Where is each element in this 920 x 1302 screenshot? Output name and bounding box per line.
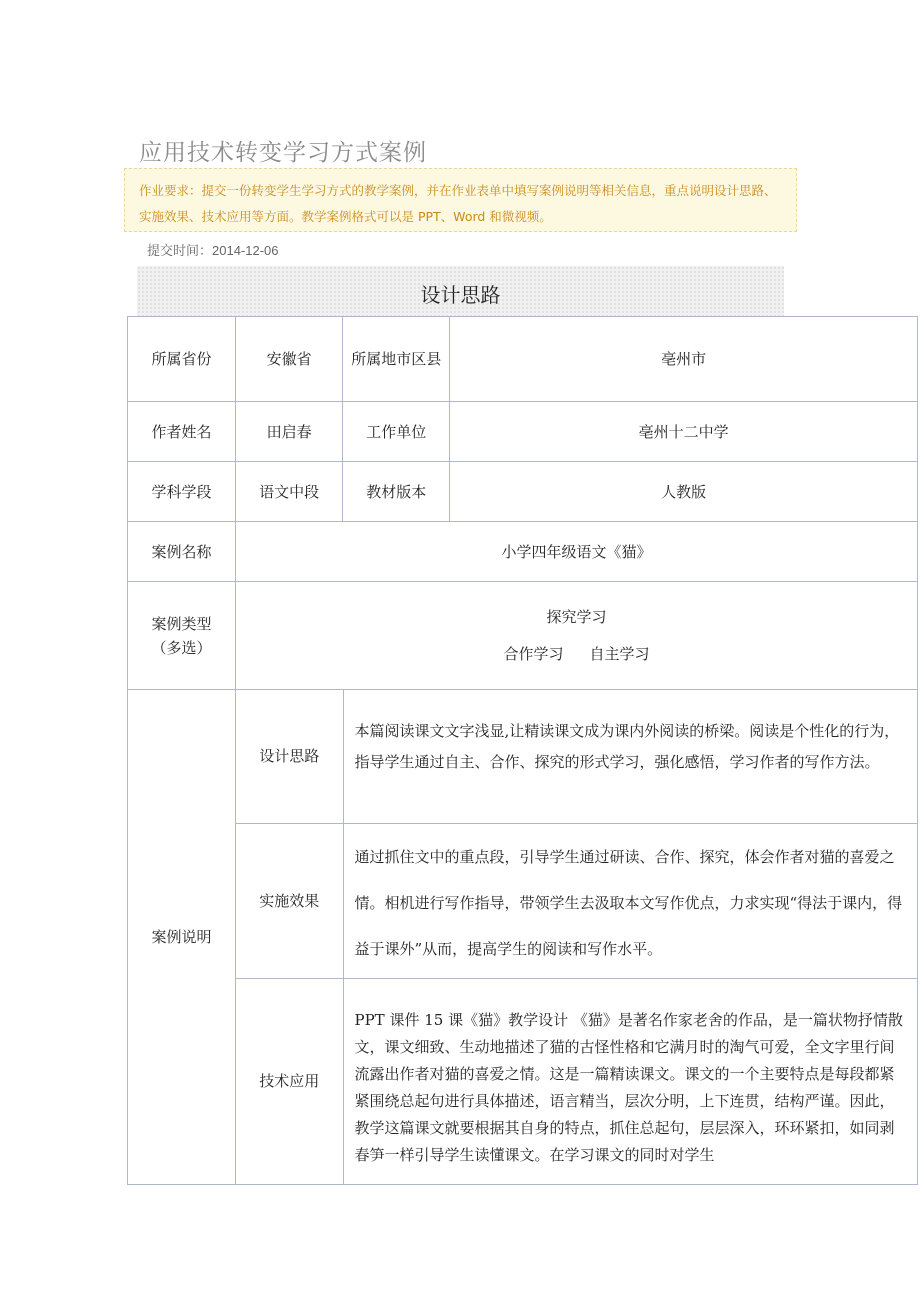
table-row bbox=[236, 978, 917, 1184]
author-value: 田启春 bbox=[236, 402, 343, 462]
design-text: 本篇阅读课文文字浅显,让精读课文成为课内外阅读的桥梁。阅读是个性化的行为，指导学生通过自主、合作、探究的形式学习，强化感悟，学习作者的写作方法。 bbox=[343, 690, 917, 823]
unit-value: 亳州十二中学 bbox=[450, 402, 918, 462]
table-row bbox=[236, 690, 917, 823]
case-type-inquiry: 探究学习 bbox=[546, 607, 607, 626]
design-label: 设计思路 bbox=[236, 690, 343, 823]
city-value: 亳州市 bbox=[450, 317, 918, 402]
case-name-label: 案例名称 bbox=[128, 522, 236, 582]
tech-text: PPT 课件 15 课《猫》教学设计 《猫》是著名作家老舍的作品，是一篇状物抒情散文，课文细致、生动地描述了猫的古怪性格和它满月时的淘气可爱，全文字里行间流露出作者对猫的喜爱之情。这是一篇精读课文。课文的一个主要特点是每段都紧紧围绕总起句进行具体描述，语言精当，层次分明，上下连贯，结构严谨。因此，教学这篇课文就要根据其自身的特点，抓住总起句，层层深入，环环紧扣，如同剥春笋一样引导学生读懂课文。在学习课文的同时对学生 bbox=[354, 1010, 903, 1164]
page-title: 应用技术转变学习方式案例 bbox=[139, 140, 427, 166]
table-row bbox=[128, 462, 918, 522]
case-name-value: 小学四年级语文《猫》 bbox=[236, 522, 918, 582]
province-label: 所属省份 bbox=[128, 317, 236, 402]
table-row bbox=[128, 582, 918, 690]
case-type-cooperative: 合作学习 bbox=[503, 644, 564, 663]
table-row bbox=[128, 402, 918, 462]
table-row bbox=[236, 823, 917, 978]
submit-time: 提交时间：2014-12-06 bbox=[147, 243, 279, 258]
effect-label: 实施效果 bbox=[236, 823, 343, 978]
effect-text: 通过抓住文中的重点段，引导学生通过研读、合作、探究，体会作者对猫的喜爱之情。相机进行写作指导，带领学生去汲取本文写作优点，力求实现“得法于课内，得益于课外”从而，提高学生的阅读和写作水平。 bbox=[343, 823, 917, 978]
case-desc-label: 案例说明 bbox=[128, 690, 236, 1185]
table-row bbox=[128, 317, 918, 402]
case-type-label: 案例类型 bbox=[151, 614, 212, 633]
province-value: 安徽省 bbox=[236, 317, 343, 402]
case-info-table bbox=[127, 316, 918, 1185]
textbook-value: 人教版 bbox=[450, 462, 918, 522]
unit-label: 工作单位 bbox=[343, 402, 450, 462]
textbook-label: 教材版本 bbox=[343, 462, 450, 522]
assignment-requirement: 作业要求：提交一份转变学生学习方式的教学案例，并在作业表单中填写案例说明等相关信息，重点说明设计思路、实施效果、技术应用等方面。教学案例格式可以是 PPT、Word 和微视频。 bbox=[124, 168, 797, 232]
case-type-label-cell bbox=[128, 582, 236, 690]
case-desc-cell bbox=[236, 690, 918, 1185]
city-label: 所属地市区县 bbox=[343, 317, 450, 402]
case-type-sublabel: （多选） bbox=[151, 638, 212, 657]
case-type-autonomous: 自主学习 bbox=[589, 644, 650, 663]
section-header: 设计思路 bbox=[137, 266, 784, 316]
case-type-line-2 bbox=[242, 636, 911, 673]
tech-label: 技术应用 bbox=[236, 978, 343, 1184]
tech-cell bbox=[343, 978, 917, 1184]
table-row bbox=[128, 522, 918, 582]
table-row bbox=[128, 690, 918, 1185]
subject-label: 学科学段 bbox=[128, 462, 236, 522]
case-desc-table bbox=[236, 690, 917, 1184]
author-label: 作者姓名 bbox=[128, 402, 236, 462]
subject-value: 语文中段 bbox=[236, 462, 343, 522]
case-type-value bbox=[236, 582, 918, 690]
